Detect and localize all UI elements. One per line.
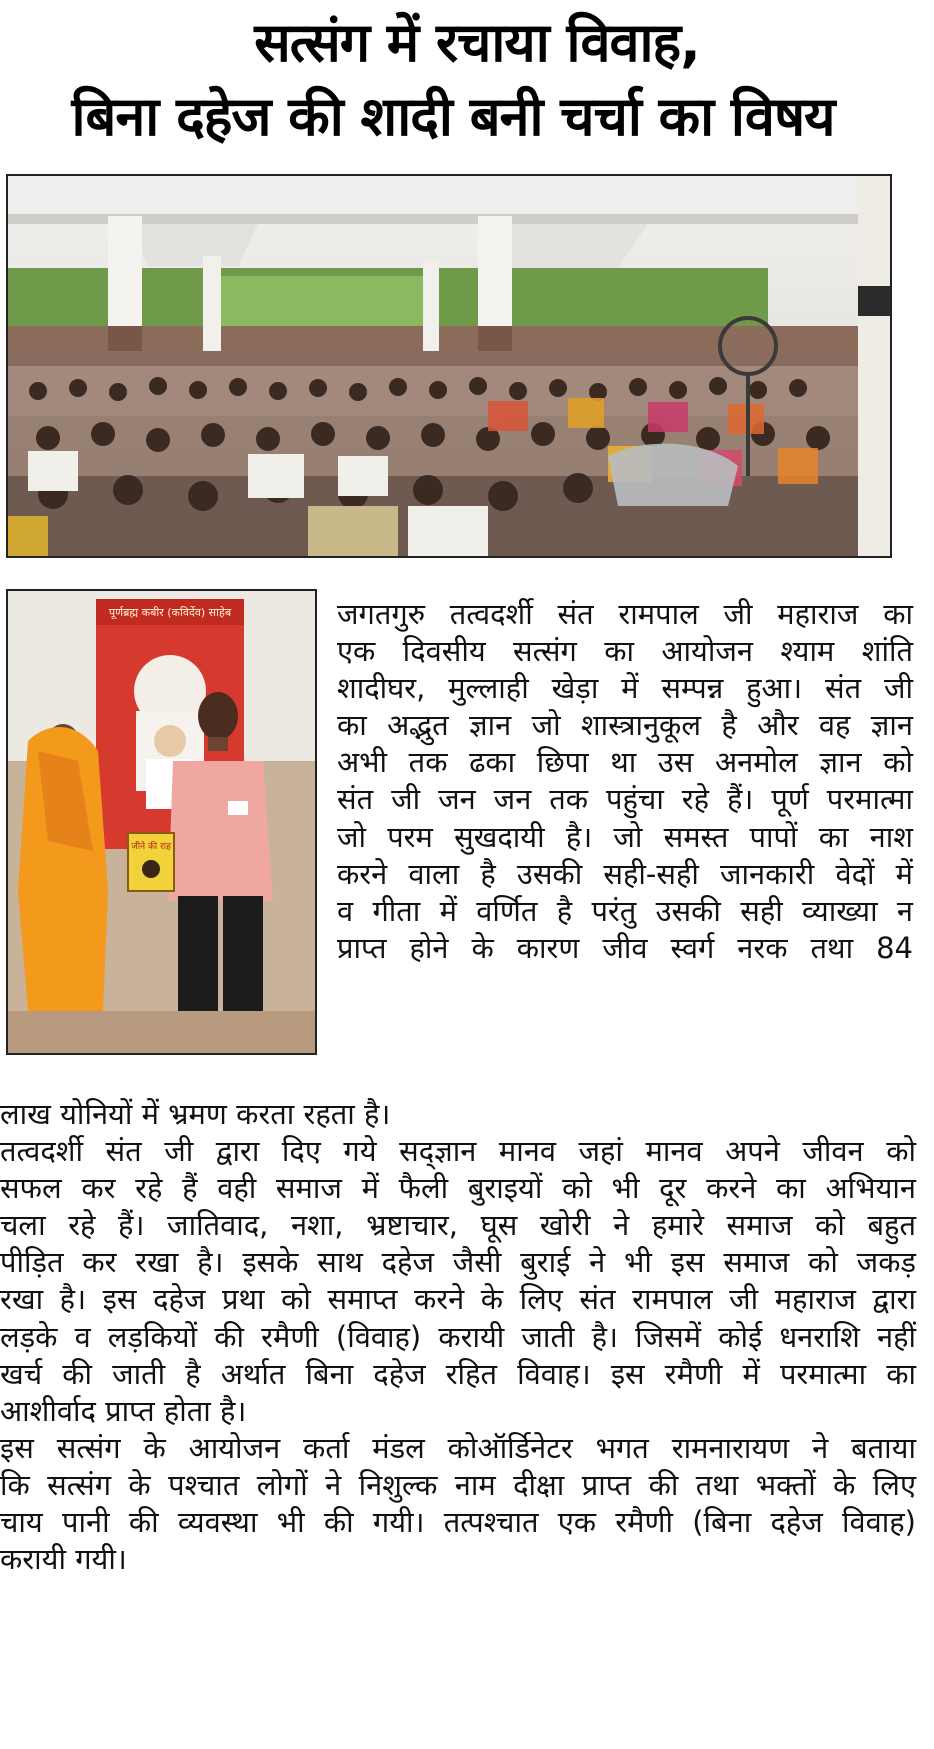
article-line: लाख योनियों में भ्रमण करता रहता है। [0,1097,391,1131]
couple-with-book-photo [6,589,317,1055]
article-body-full [0,1096,916,1578]
article-line: रखा है। इस दहेज प्रथा को समाप्त करने के लिए संत रामपाल जी महाराज द्वारा [0,1282,916,1317]
banner-caption: पूर्णब्रह्म कबीर (कविर्देव) साहेब [108,606,232,619]
book-title: जीने की राह [131,842,171,852]
article-body-wrap [337,596,913,967]
article-line: चाय पानी की व्यवस्था भी की गयी। तत्पश्चात एक रमैणी (बिना दहेज विवाह) [0,1505,916,1540]
article-line: करने वाला है उसकी सही-सही जानकारी वेदों में [337,856,913,891]
couple-illustration [8,591,315,1053]
headline-line-1: सत्संग में रचाया विवाह, [254,11,700,74]
article-line: चला रहे हैं। जातिवाद, नशा, भ्रष्टाचार, घूस खोरी ने हमारे समाज को बहुत [0,1208,916,1243]
article-line: पीड़ित कर रखा है। इसके साथ दहेज जैसी बुराई ने भी इस समाज को जकड़ [0,1245,916,1280]
article-line: अभी तक ढका छिपा था उस अनमोल ज्ञान को [337,745,913,780]
satsang-crowd-photo [6,174,892,558]
article-line: तत्वदर्शी संत जी द्वारा दिए गये सद्ज्ञान मानव जहां मानव अपने जीवन को [0,1134,916,1169]
article-line: व गीता में वर्णित है परंतु उसकी सही व्याख्या न [337,893,913,928]
article-line: आशीर्वाद प्राप्त होता है। [0,1393,247,1428]
article-line: का अद्भुत ज्ञान जो शास्त्रानुकूल है और वह ज्ञान [337,708,913,743]
article-line: इस सत्संग के आयोजन कर्ता मंडल कोऑर्डिनेटर भगत रामनारायण ने बताया [0,1430,916,1465]
article-line: करायी गयी। [0,1542,127,1577]
article-line: जो परम सुखदायी है। जो समस्त पापों का नाश [337,819,913,854]
article-line: सफल कर रहे हैं वही समाज में फैली बुराइयों को भी दूर करने का अभियान [0,1171,916,1206]
article-line: जगतगुरु तत्वदर्शी संत रामपाल जी महाराज का [337,597,913,631]
article-line: कि सत्संग के पश्चात लोगों ने निशुल्क नाम दीक्षा प्राप्त की तथा भक्तों के लिए [0,1467,916,1502]
headline-line-2: बिना दहेज की शादी बनी चर्चा का विषय [71,85,835,148]
article-line: प्राप्त होने के कारण जीव स्वर्ग नरक तथा 84 [337,930,913,965]
article-line: शादीघर, मुल्लाही खेड़ा में सम्पन्न हुआ। संत जी [337,671,913,706]
article-line: एक दिवसीय सत्संग का आयोजन श्याम शांति [337,634,913,669]
article-line: लड़के व लड़कियों की रमैणी (विवाह) करायी जाती है। जिसमें कोई धनराशि नहीं [0,1319,916,1354]
crowd-scene-illustration [8,176,890,556]
article-line: संत जी जन जन तक पहुंचा रहे हैं। पूर्ण परमात्मा [337,782,913,817]
article-line: खर्च की जाती है अर्थात बिना दहेज रहित विवाह। इस रमैणी में परमात्मा का [0,1356,916,1391]
